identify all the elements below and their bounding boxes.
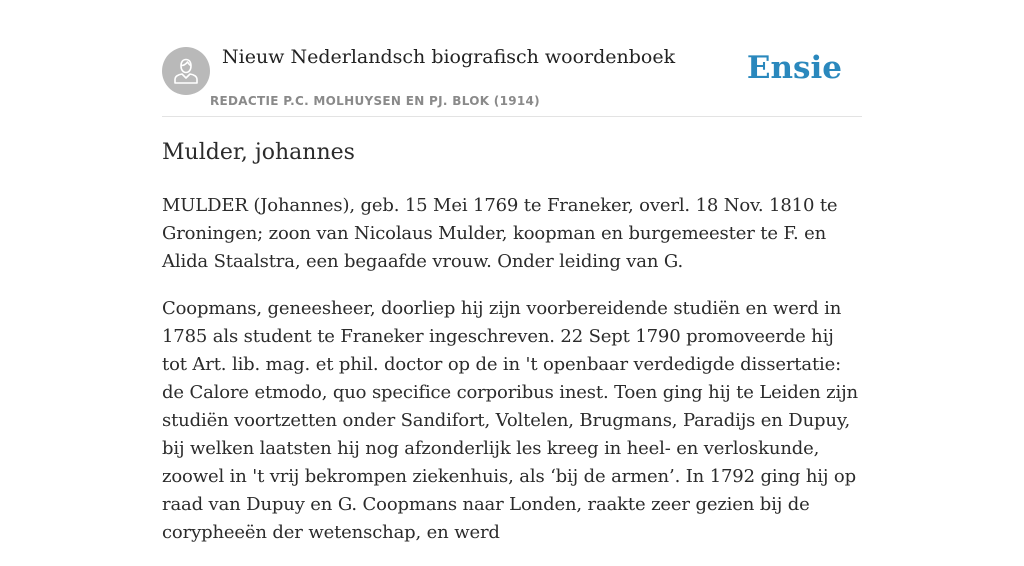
source-avatar (162, 47, 210, 95)
entry-paragraph: MULDER (Johannes), geb. 15 Mei 1769 te Franeker, overl. 18 Nov. 1810 te Groningen; zoon van Nicolaus Mulder, koopman en burgemeester te F. en Alida Staalstra, een begaafde vrouw. Onder leiding van G. (162, 195, 838, 272)
entry-paragraph: Coopmans, geneesheer, doorliep hij zijn voorbereidende studiën en werd in 1785 als student te Franeker ingeschreven. 22 Sept 1790 promoveerde hij tot Art. lib. mag. et phil. doctor op de in 't openbaar verdedigde dissertatie: de Calore etmodo, quo specifice corporibus inest. Toen ging hij te Leiden zijn studiën voortzetten onder Sandifort, Voltelen, Brugmans, Paradijs en Dupuy, bij welken laatsten hij nog afzonderlijk les kreeg in heel- en verloskunde, zoowel in 't vrij bekrompen ziekenhuis, als ‘bij de armen’. In 1792 ging hij op raad van Dupuy en G. Coopmans naar Londen, raakte zeer gezien bij de corypheeën der wetenschap, en werd (162, 298, 858, 543)
source-editors: REDACTIE P.C. MOLHUYSEN EN PJ. BLOK (1914) (210, 94, 540, 108)
source-title[interactable]: Nieuw Nederlandsch biografisch woordenboek (222, 46, 676, 68)
page-content (162, 0, 862, 543)
ensie-logo-link[interactable]: Ensie (746, 50, 842, 86)
source-header (162, 0, 862, 117)
entry-body (162, 192, 862, 566)
person-icon (173, 57, 199, 85)
entry-title: Mulder, johannes (162, 140, 355, 165)
